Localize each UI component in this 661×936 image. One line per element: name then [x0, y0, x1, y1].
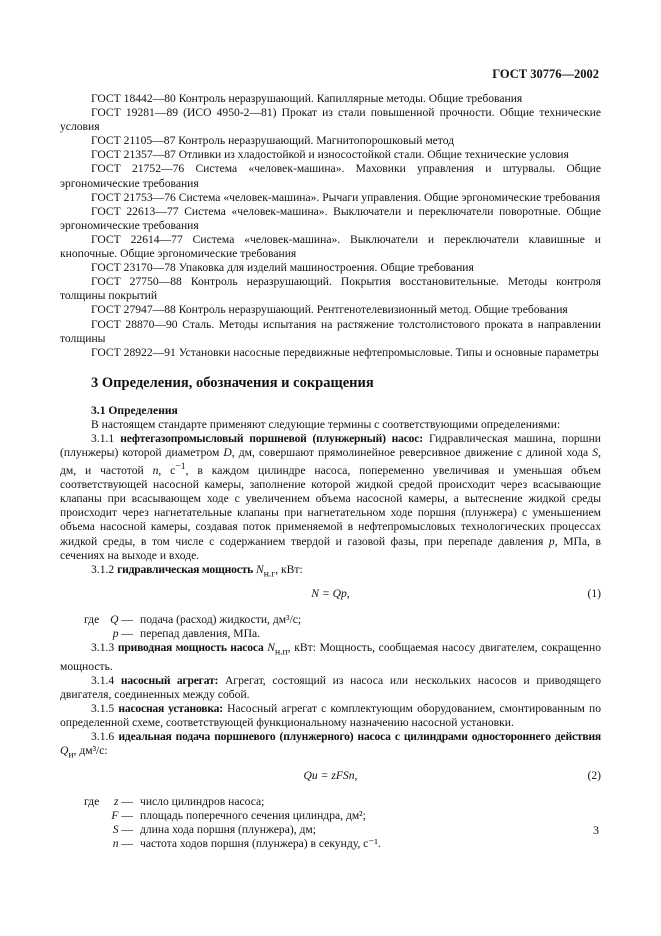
reference-code: ГОСТ 21357—87	[91, 148, 176, 162]
definition-3-1-5: 3.1.5 насосная установка: Насосный агрегат с комплектующим оборудованием, смонтированным по определенной схеме, соответствующей функциональному назначению насосной установки.	[60, 702, 601, 730]
term: гидравлическая мощность	[117, 562, 254, 576]
term: идеальная подача поршневого (плунжерного) насоса с цилиндрами одностороннего действия	[118, 730, 601, 744]
legend-row	[60, 613, 601, 627]
definition-3-1-3: 3.1.3 приводная мощность насоса $N_{н.п}$, кВт: Мощность, сообщаемая насосу двигателем, сокращенно мощность.	[60, 641, 601, 673]
reference-item	[60, 92, 601, 106]
page-header: ГОСТ 30776—2002	[492, 67, 599, 81]
reference-title: Система «человек-машина». Маховики управления и штурвалы. Общие эргономические требования	[60, 162, 601, 190]
reference-code: ГОСТ 21753—76	[91, 190, 176, 204]
reference-title: (ИСО 4950-2—81) Прокат из стали повышенной прочности. Общие технические условия	[60, 106, 601, 134]
page-number: 3	[593, 823, 599, 837]
formula-1	[60, 587, 601, 609]
reference-code: ГОСТ 18442—80	[91, 92, 176, 105]
formula-number: (2)	[587, 768, 601, 782]
legend-row	[60, 837, 601, 851]
reference-item	[60, 318, 601, 346]
reference-code: ГОСТ 27947—88	[91, 303, 176, 317]
symbol: Q	[110, 613, 119, 627]
legend-symbol: p —	[112, 627, 133, 641]
reference-item	[60, 233, 601, 261]
legend-symbol: F —	[111, 808, 133, 822]
reference-item	[60, 303, 601, 317]
legend-lead: где	[84, 794, 100, 808]
reference-title: Контроль неразрушающий. Покрытия восстановительные. Методы контроля толщины покрытий	[60, 275, 601, 303]
legend-row	[60, 823, 601, 837]
formula-expression: Qи = zFSn,	[303, 768, 358, 782]
reference-item	[60, 162, 601, 190]
formula-number: (1)	[587, 587, 601, 601]
formula-expression: N = Qp,	[311, 587, 350, 601]
legend-row	[60, 809, 601, 823]
legend-symbol: z —	[113, 794, 133, 808]
reference-code: ГОСТ 28870—90	[91, 317, 178, 331]
symbol: F	[111, 808, 119, 822]
symbol: p	[112, 627, 119, 641]
reference-title: Отливки из хладостойкой и износостойкой стали. Общие технические условия	[178, 148, 569, 162]
reference-code: ГОСТ 22614—77	[91, 232, 183, 246]
page-content	[60, 92, 601, 851]
reference-code: ГОСТ 19281—89	[91, 106, 179, 120]
reference-title: Установки насосные передвижные нефтепромысловые. Типы и основные параметры	[178, 345, 599, 359]
formula-2-legend	[60, 795, 601, 851]
definition-3-1-6: 3.1.6 идеальная подача поршневого (плунжерного) насоса с цилиндрами одностороннего действия $Q_и$, дм³/с:	[60, 730, 601, 761]
formula-2	[60, 769, 601, 791]
definition-3-1-1: 3.1.1 нефтегазопромысловый поршневой (плунжерный) насос: Гидравлическая машина, поршни (плунжеры) которой диаметром D, дм, совершают прямолинейное реверсивное движение с длиной хода S, дм, и частотой n, $с^{-1}$, в каждом цилиндре насоса, попеременно увеличивая и уменьшая объем соответствующей насосной камеры, заполнение которой жидкой средой происходит через всасывающие клапаны при всасывающем ходе с увеличением объема насосной камеры, а вытеснение жидкой среды происходит через нагнетательные клапаны при нагнетательном ходе поршня (плунжера) с уменьшением объема насосной камеры, создавая поток применяемой в нефтепромысловых технологических процессах жидкой среды, в том числе с содержанием твердой и газовой фазы, при перепаде давления p, МПа, в сечениях на выходе и входе.	[60, 432, 602, 562]
reference-code: ГОСТ 22613—77	[91, 204, 179, 218]
legend-description: площадь поперечного сечения цилиндра, дм²;	[140, 808, 366, 822]
reference-title: Упаковка для изделий машиностроения. Общие требования	[178, 261, 474, 275]
formula-1-legend	[60, 613, 601, 641]
reference-title: Контроль неразрушающий. Магнитопорошковый метод	[178, 134, 455, 148]
reference-title: Контроль неразрушающий. Капиллярные методы. Общие требования	[178, 92, 523, 105]
reference-code: ГОСТ 27750—88	[91, 275, 182, 289]
reference-title: Система «человек-машина». Рычаги управления. Общие эргономические требования	[178, 190, 601, 204]
reference-code: ГОСТ 28922—91	[91, 345, 176, 359]
reference-title: Система «человек-машина». Выключатели и переключатели поворотные. Общие эргономические требования	[60, 204, 601, 232]
legend-symbol: n —	[112, 837, 133, 851]
legend-description: частота ходов поршня (плунжера) в секунду, с⁻¹.	[140, 837, 381, 851]
reference-item	[60, 205, 601, 233]
reference-item	[60, 275, 601, 303]
legend-row	[60, 627, 601, 641]
reference-item	[60, 106, 601, 134]
term: насосный агрегат:	[120, 673, 219, 687]
legend-row	[60, 795, 601, 809]
reference-title: Сталь. Методы испытания на растяжение толстолистового проката в направлении толщины	[60, 317, 601, 345]
reference-code: ГОСТ 23170—78	[91, 261, 176, 275]
reference-item	[60, 191, 601, 205]
legend-description: подача (расход) жидкости, дм³/с;	[140, 613, 302, 627]
reference-code: ГОСТ 21752—76	[91, 162, 185, 176]
subsection-title: 3.1 Определения	[91, 403, 178, 417]
definition-3-1-4: 3.1.4 насосный агрегат: Агрегат, состоящий из насоса или нескольких насосов и приводящего двигателя, соединенных между собой.	[60, 673, 602, 701]
reference-title: Система «человек-машина». Выключатели и переключатели клавишные и кнопочные. Общие эргономические требования	[60, 232, 601, 261]
legend-description: число цилиндров насоса;	[140, 794, 265, 808]
legend-symbol: S —	[112, 822, 133, 836]
legend-description: перепад давления, МПа.	[140, 627, 261, 641]
legend-lead: где	[84, 613, 100, 627]
term: насосная установка:	[118, 702, 223, 716]
reference-item	[60, 346, 601, 360]
definition-3-1-2: 3.1.2 гидравлическая мощность $N_{н.г}$, кВт:	[91, 562, 303, 580]
reference-code: ГОСТ 21105—87	[91, 134, 176, 148]
term: приводная мощность насоса	[117, 641, 264, 655]
symbol: S	[112, 822, 119, 836]
symbol: z	[113, 794, 119, 808]
reference-item	[60, 261, 601, 275]
term: нефтегазопромысловый поршневой (плунжерный) насос:	[120, 432, 423, 446]
section-title: 3 Определения, обозначения и сокращения	[91, 374, 374, 391]
reference-item	[60, 134, 601, 148]
reference-item	[60, 148, 601, 162]
symbol: n	[112, 837, 119, 851]
reference-list	[60, 92, 601, 360]
intro-paragraph: В настоящем стандарте применяют следующие термины с соответствующими определениями:	[91, 417, 561, 431]
legend-symbol: Q —	[110, 613, 133, 627]
reference-title: Контроль неразрушающий. Рентгенотелевизионный метод. Общие требования	[178, 303, 568, 317]
legend-description: длина хода поршня (плунжера), дм;	[140, 822, 316, 836]
